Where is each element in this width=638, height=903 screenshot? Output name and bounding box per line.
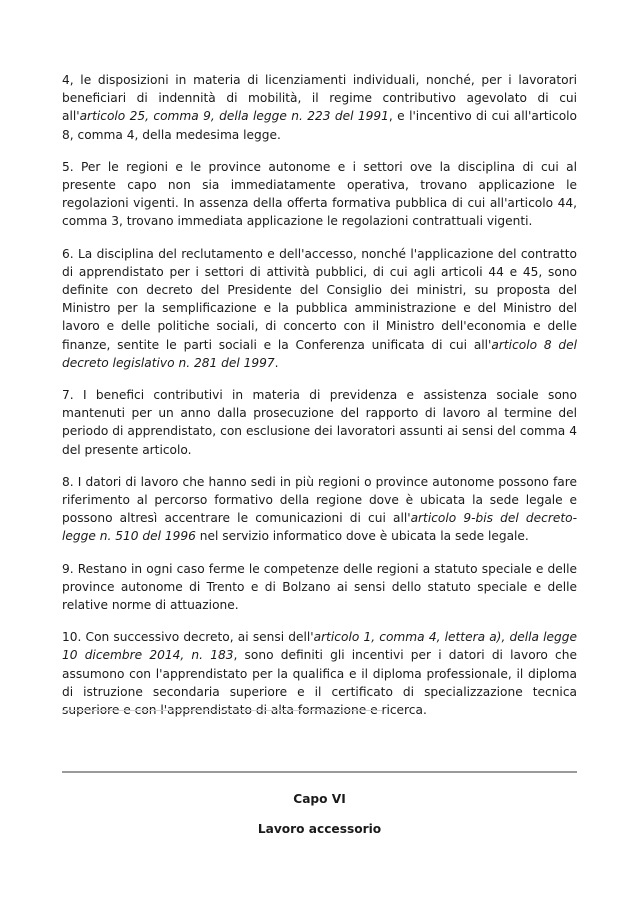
chapter-number: Capo VI — [293, 792, 346, 806]
paragraph — [62, 628, 577, 719]
chapter-title: Lavoro accessorio — [257, 822, 382, 836]
paragraph-text: 5. Per le regioni e le province autonome e i settori ove la disciplina di cui al presente capo non sia immediatamente operativa, trovano applicazione le regolazioni vigenti. In assenza della offerta formativa pubblica di cui all'articolo 44, comma 3, trovano immediata applicazione le regolazioni contrattuali vigenti. — [62, 159, 577, 229]
paragraph-text: nel servizio informatico dove è ubicata la sede legale. — [195, 529, 529, 544]
paragraph — [62, 245, 577, 372]
paragraph-text: 10. Con successivo decreto, ai sensi dell' — [62, 630, 314, 645]
paragraph — [62, 473, 577, 546]
section-divider — [62, 771, 577, 773]
paragraph-text: . — [274, 355, 279, 370]
legal-reference: articolo 25, comma 9, della legge n. 223 del 1991 — [79, 109, 389, 124]
legal-reference: articolo 8 del decreto legislativo n. 281 del 1997 — [62, 337, 577, 370]
paragraph-text: 9. Restano in ogni caso ferme le competenze delle regioni a statuto speciale e delle province autonome di Trento e di Bolzano ai sensi dello statuto speciale e delle relative norme di attuazione. — [62, 561, 577, 613]
paragraph — [62, 71, 577, 144]
paragraph — [62, 158, 577, 231]
paragraph — [62, 560, 577, 615]
paragraph-text: 8. I datori di lavoro che hanno sedi in più regioni o province autonome possono fare riferimento al percorso formativo della regione dove è ubicata la sede legale e possono altresì accentrare le comunicazioni di cui all' — [62, 474, 577, 526]
document-body — [62, 71, 577, 733]
paragraph-text: 6. La disciplina del reclutamento e dell'accesso, nonché l'applicazione del contratto di apprendistato per i settori di attività pubblici, di cui agli articoli 44 e 45, sono definite con decreto del Presidente del Consiglio dei ministri, su proposta del Ministro per la semplificazione e la pubblica amministrazione e del Ministro del lavoro e delle politiche sociali, di concerto con il Ministro dell'economia e delle finanze, sentite le parti sociali e la Conferenza unificata di cui all' — [62, 246, 577, 352]
paragraph — [62, 386, 577, 459]
paragraph-text: 7. I benefici contributivi in materia di previdenza e assistenza sociale sono mantenuti per un anno dalla prosecuzione del rapporto di lavoro al termine del periodo di apprendistato, con esclusione dei lavoratori assunti ai sensi del comma 4 del presente articolo. — [62, 388, 577, 457]
legal-reference: articolo 9-bis del decreto-legge n. 510 del 1996 — [62, 511, 577, 544]
paragraph-text: , e l'incentivo di cui all'articolo 8, comma 4, della medesima legge. — [62, 109, 577, 142]
paragraph-text: 4, le disposizioni in materia di licenziamenti individuali, nonché, per i lavoratori beneficiari di indennità di mobilità, il regime contributivo agevolato di cui all' — [62, 73, 577, 124]
legal-reference: articolo 1, comma 4, lettera a), della legge 10 dicembre 2014, n. 183 — [62, 630, 577, 663]
paragraph-text: , sono definiti gli incentivi per i datori di lavoro che assumono con l'apprendistato per la qualifica e il diploma professionale, il diploma di istruzione secondaria superiore e il certificato di specializzazione tecnica superiore e con l'apprendistato di alta formazione e ricerca. — [62, 648, 577, 718]
footnote-separator — [62, 710, 382, 711]
